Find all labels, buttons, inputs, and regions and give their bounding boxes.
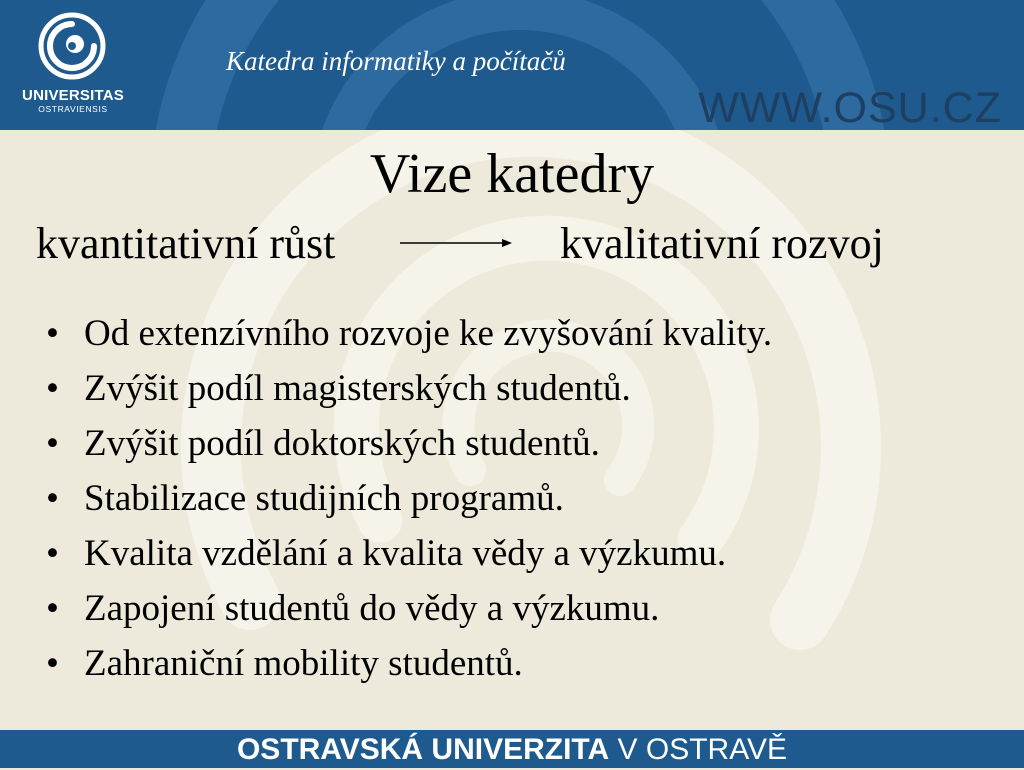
logo-line-2: OSTRAVIENSIS [38, 104, 108, 114]
list-item: • Zvýšit podíl magisterských studentů. [46, 368, 631, 409]
subtitle-right: kvalitativní rozvoj [560, 219, 884, 268]
list-item: • Zahraniční mobility studentů. [46, 643, 523, 684]
slide-title: Vize katedry [369, 143, 655, 205]
university-logo-icon [38, 12, 106, 80]
footer-city: V OSTRAVĚ [609, 733, 788, 766]
bullet-list [46, 306, 772, 691]
footer-bar [0, 730, 1024, 768]
list-item: • Kvalita vzdělání a kvalita vědy a výzkumu. [46, 533, 727, 574]
list-item: • Stabilizace studijních programů. [46, 478, 564, 519]
list-item: • Zvýšit podíl doktorských studentů. [46, 423, 600, 464]
logo-line-1: UNIVERSITAS [22, 87, 124, 104]
website-address: WWW.OSU.CZ [698, 84, 1002, 132]
list-item: • Od extenzívního rozvoje ke zvyšování kvality. [46, 313, 773, 354]
footer-university-name: OSTRAVSKÁ UNIVERZITA [236, 733, 610, 766]
subtitle-left: kvantitativní růst [36, 219, 336, 268]
department-name: Katedra informatiky a počítačů [226, 46, 566, 76]
arrow-right-icon [398, 236, 516, 250]
university-logo-text [14, 88, 132, 114]
list-item: • Zapojení studentů do vědy a výzkumu. [46, 588, 660, 629]
